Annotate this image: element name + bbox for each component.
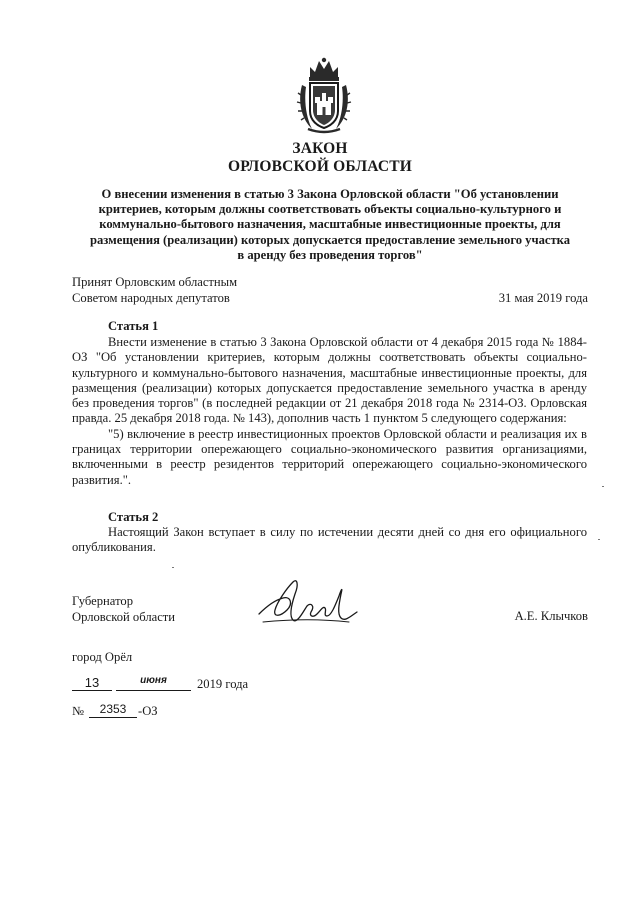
article-2-heading: Статья 2 xyxy=(108,510,159,524)
number-sign: № xyxy=(72,704,85,718)
signatory-title xyxy=(72,594,175,625)
date-month-field: июня xyxy=(116,675,191,691)
region-title: ОРЛОВСКОЙ ОБЛАСТИ xyxy=(227,158,413,175)
signing-place: город Орёл xyxy=(72,650,133,664)
law-number xyxy=(72,702,212,720)
signing-date xyxy=(72,675,292,693)
signer-name: А.Е. Клычков xyxy=(514,609,588,623)
scan-speck xyxy=(598,539,600,540)
adoption-line-1: Принят Орловским областным xyxy=(72,275,238,289)
date-day-field: 13 xyxy=(72,675,112,691)
law-subject-title: О внесении изменения в статью 3 Закона Орловской области "Об установлении критериев, которым должны соответствовать объекты социально-культурного и коммунально-бытового назначения, масштабные инвестиционные проекты, для размещения (реализации) которых допускается предоставление земельного участка в аренду без проведения торгов" xyxy=(89,187,571,262)
article-1-quote: "5) включение в реестр инвестиционных проектов Орловской области и реализация их в границах территории опережающего социально-экономического развития организациями, включенными в реестр резидентов территорий опережающего социально-экономического развития.". xyxy=(72,426,587,487)
article-1-heading: Статья 1 xyxy=(108,319,159,333)
law-number-field: 2353 xyxy=(89,702,137,718)
handwritten-signature xyxy=(253,576,363,632)
adoption-date: 31 мая 2019 года xyxy=(498,291,588,305)
law-label: ЗАКОН xyxy=(292,140,348,157)
article-1-text: Внести изменение в статью 3 Закона Орловской области от 4 декабря 2015 года № 1884-ОЗ "Об установлении критериев, которым должны соответствовать объекты социально-культурного и коммунально-бытового назначения, масштабные инвестиционные проекты, для размещения (реализации) которых допускается предоставление земельного участка в аренду без проведения торгов" (в последней редакции от 21 декабря 2018 года № 2314-ОЗ. Орловская правда. 25 декабря 2018 года. № 143), дополнив часть 1 пунктом 5 следующего содержания: xyxy=(72,335,587,426)
article-1-body xyxy=(72,335,587,488)
article-2-text: Настоящий Закон вступает в силу по истечении десяти дней со дня его официального опубликования. xyxy=(72,525,587,555)
adoption-line-2: Советом народных депутатов xyxy=(72,290,230,305)
signatory-title-line-1: Губернатор xyxy=(72,594,133,608)
scan-speck xyxy=(602,486,604,487)
law-number-suffix: -ОЗ xyxy=(138,704,158,718)
scan-speck xyxy=(172,567,174,568)
adoption-authority xyxy=(72,275,237,306)
date-year-text: 2019 года xyxy=(197,677,249,691)
signatory-title-line-2: Орловской области xyxy=(72,609,176,624)
coat-of-arms-emblem xyxy=(296,55,352,135)
